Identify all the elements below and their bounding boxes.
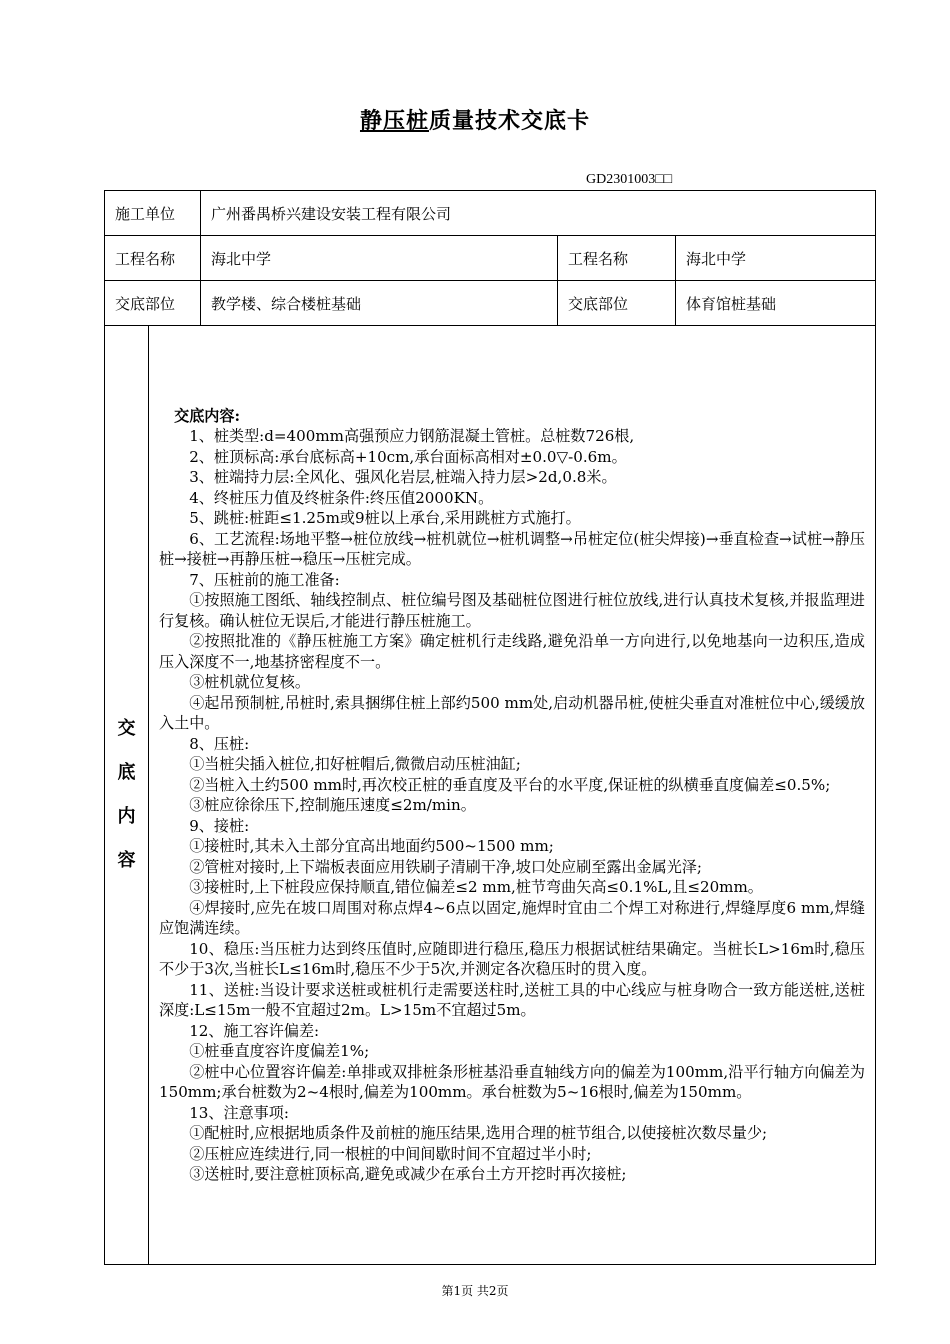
project-label-2: 工程名称: [558, 236, 676, 281]
content-line: ②管桩对接时,上下端板表面应用铁刷子清刷干净,坡口处应刷至露出金属光泽;: [189, 857, 702, 876]
side-char-2: 底: [117, 762, 136, 783]
content-side-label: [105, 326, 149, 1265]
content-line: 9、接桩:: [189, 816, 250, 835]
content-body: [149, 326, 876, 1265]
project-row: [105, 236, 876, 281]
content-line: 12、施工容许偏差:: [189, 1021, 320, 1040]
project-label-1: 工程名称: [105, 236, 201, 281]
content-line: 10、稳压:当压桩力达到终压值时,应随即进行稳压,稳压力根据试桩结果确定。当桩长L>16m时,稳压不少于3次,当桩长L≤16m时,稳压不少于5次,并测定各次稳压时的贯入度。: [159, 939, 866, 978]
content-line: ①配桩时,应根据地质条件及前桩的施压结果,选用合理的桩节组合,以使接桩次数尽量少;: [189, 1124, 768, 1142]
content-line: 7、压桩前的施工准备:: [189, 570, 340, 589]
content-line: 8、压桩:: [189, 734, 250, 753]
content-line: 11、送桩:当设计要求送桩或桩机行走需要送柱时,送桩工具的中心线应与桩身吻合一致方能送桩,送桩深度:L≤15m一般不宜超过2m。L>15m不宜超过5m。: [159, 980, 866, 1019]
content-line: ②当桩入土约500 mm时,再次校正桩的垂直度及平台的水平度,保证桩的纵横垂直度偏差≤0.5%;: [189, 775, 831, 794]
content-line: ③送桩时,要注意桩顶标高,避免或减少在承台土方开挖时再次接桩;: [189, 1165, 627, 1183]
content-line: 1、桩类型:d=400mm高强预应力钢筋混凝土管桩。总桩数726根,: [189, 427, 635, 445]
content-row: [105, 326, 876, 1265]
content-line: ③桩机就位复核。: [189, 673, 310, 691]
content-line: 2、桩顶标高:承台底标高+10cm,承台面标高相对±0.0▽-0.6m。: [189, 447, 627, 466]
content-line: ②桩中心位置容许偏差:单排或双排桩条形桩基沿垂直轴线方向的偏差为100mm,沿平行轴方向偏差为150mm;承台桩数为2~4根时,偏差为100mm。承台桩数为5~16根时,偏差为150mm。: [159, 1062, 866, 1101]
project-value-2: 海北中学: [676, 236, 876, 281]
side-char-3: 内: [117, 806, 136, 827]
project-value-1: 海北中学: [201, 236, 558, 281]
document-title: [0, 104, 950, 135]
disclosure-form-table: [104, 190, 876, 1265]
content-line: ③桩应徐徐压下,控制施压速度≤2m/min。: [189, 796, 476, 814]
content-line: ①接桩时,其未入土部分宜高出地面约500~1500 mm;: [189, 837, 554, 855]
unit-label: 施工单位: [105, 191, 201, 236]
part-value-2: 体育馆桩基础: [676, 281, 876, 326]
page-footer: 第1页 共2页: [441, 1284, 509, 1298]
part-label-2: 交底部位: [558, 281, 676, 326]
content-line: ③接桩时,上下桩段应保持顺直,错位偏差≤2 mm,桩节弯曲矢高≤0.1%L,且≤20mm。: [189, 878, 763, 896]
content-line: 6、工艺流程:场地平整→桩位放线→桩机就位→桩机调整→吊桩定位(桩尖焊接)→垂直检查→试桩→静压桩→接桩→再静压桩→稳压→压桩完成。: [159, 529, 866, 568]
unit-row: [105, 191, 876, 236]
part-value-1: 教学楼、综合楼桩基础: [201, 281, 558, 326]
title-rest: 质量技术交底卡: [429, 109, 591, 134]
content-line: 4、终桩压力值及终桩条件:终压值2000KN。: [189, 488, 494, 507]
content-line: 13、注意事项:: [189, 1103, 289, 1122]
content-line: ④焊接时,应先在坡口周围对称点焊4~6点以固定,施焊时宜由二个焊工对称进行,焊缝厚度6 mm,焊缝应饱满连续。: [159, 898, 866, 937]
side-char-4: 容: [117, 850, 136, 871]
title-underlined: 静压桩: [359, 109, 429, 134]
part-label-1: 交底部位: [105, 281, 201, 326]
document-number: GD2301003□□: [586, 172, 673, 187]
content-line: ②压桩应连续进行,同一根桩的中间间歇时间不宜超过半小时;: [189, 1144, 592, 1163]
content-heading: 交底内容:: [174, 406, 241, 425]
content-line: ①按照施工图纸、轴线控制点、桩位编号图及基础桩位图进行桩位放线,进行认真技术复核,并报监理进行复核。确认桩位无误后,才能进行静压桩施工。: [159, 591, 866, 630]
content-line: 5、跳桩:桩距≤1.25m或9桩以上承台,采用跳桩方式施打。: [189, 509, 581, 527]
content-line: ①桩垂直度容许度偏差1%;: [189, 1042, 370, 1060]
content-line: ④起吊预制桩,吊桩时,索具捆绑住桩上部约500 mm处,启动机器吊桩,使桩尖垂直对准桩位中心,缓缓放入土中。: [159, 693, 866, 732]
content-line: ②按照批准的《静压桩施工方案》确定桩机行走线路,避免沿单一方向进行,以免地基向一边积压,造成压入深度不一,地基挤密程度不一。: [159, 632, 866, 671]
side-char-1: 交: [117, 718, 136, 739]
part-row: [105, 281, 876, 326]
unit-value: 广州番禺桥兴建设安装工程有限公司: [201, 191, 876, 236]
content-line: 3、桩端持力层:全风化、强风化岩层,桩端入持力层>2d,0.8米。: [189, 468, 617, 486]
content-line: ①当桩尖插入桩位,扣好桩帽后,微微启动压桩油缸;: [189, 755, 521, 773]
